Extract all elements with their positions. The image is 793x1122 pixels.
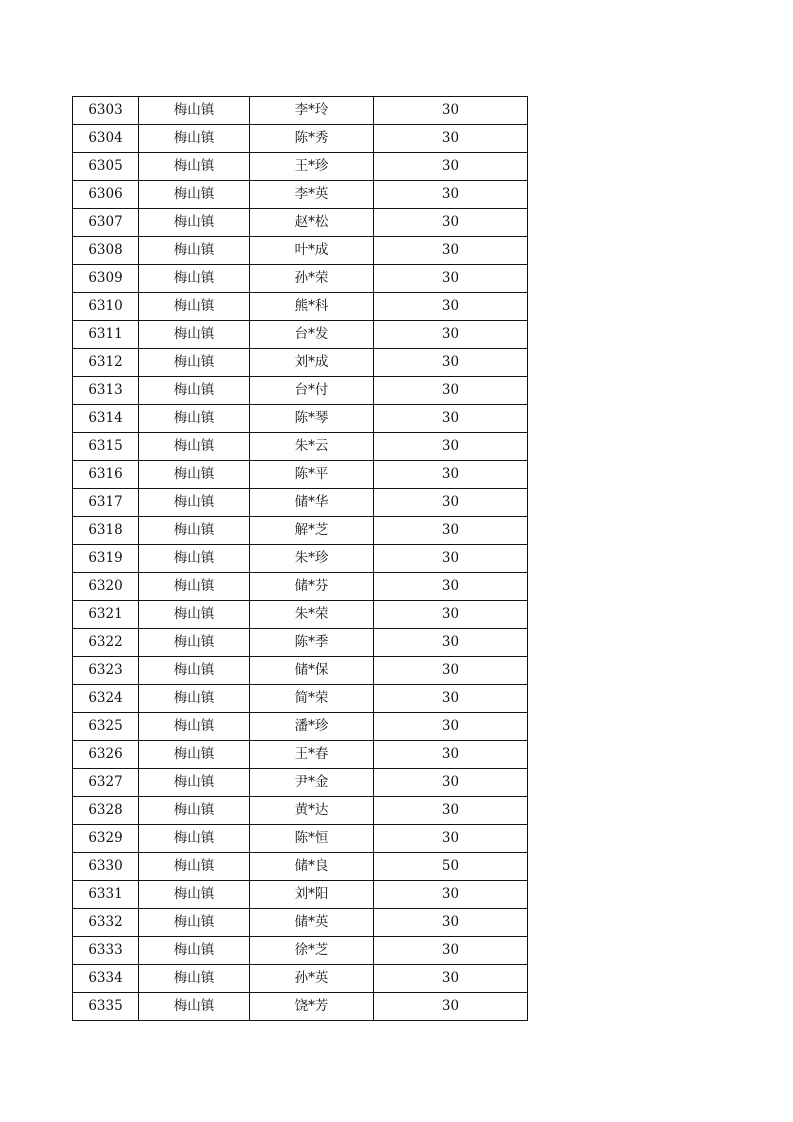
town-cell: 梅山镇 xyxy=(139,937,250,965)
table-row xyxy=(73,97,528,125)
row-number-cell: 6323 xyxy=(73,657,139,685)
name-cell: 李*玲 xyxy=(250,97,374,125)
name-cell: 陈*秀 xyxy=(250,125,374,153)
amount-cell: 30 xyxy=(374,461,528,489)
amount-cell: 30 xyxy=(374,237,528,265)
town-cell: 梅山镇 xyxy=(139,797,250,825)
name-cell: 储*保 xyxy=(250,657,374,685)
name-cell: 朱*荣 xyxy=(250,601,374,629)
row-number-cell: 6317 xyxy=(73,489,139,517)
town-cell: 梅山镇 xyxy=(139,265,250,293)
amount-cell: 30 xyxy=(374,713,528,741)
town-cell: 梅山镇 xyxy=(139,573,250,601)
amount-cell: 30 xyxy=(374,685,528,713)
town-cell: 梅山镇 xyxy=(139,713,250,741)
town-cell: 梅山镇 xyxy=(139,181,250,209)
row-number-cell: 6328 xyxy=(73,797,139,825)
row-number-cell: 6326 xyxy=(73,741,139,769)
town-cell: 梅山镇 xyxy=(139,489,250,517)
table-row xyxy=(73,349,528,377)
table-row xyxy=(73,825,528,853)
table-row xyxy=(73,265,528,293)
table-row xyxy=(73,685,528,713)
amount-cell: 30 xyxy=(374,97,528,125)
amount-cell: 30 xyxy=(374,433,528,461)
table-row xyxy=(73,853,528,881)
amount-cell: 30 xyxy=(374,965,528,993)
amount-cell: 30 xyxy=(374,209,528,237)
amount-cell: 30 xyxy=(374,377,528,405)
town-cell: 梅山镇 xyxy=(139,769,250,797)
name-cell: 刘*阳 xyxy=(250,881,374,909)
amount-cell: 30 xyxy=(374,153,528,181)
town-cell: 梅山镇 xyxy=(139,545,250,573)
row-number-cell: 6308 xyxy=(73,237,139,265)
amount-cell: 30 xyxy=(374,657,528,685)
table-row xyxy=(73,909,528,937)
name-cell: 尹*金 xyxy=(250,769,374,797)
name-cell: 陈*恒 xyxy=(250,825,374,853)
row-number-cell: 6307 xyxy=(73,209,139,237)
town-cell: 梅山镇 xyxy=(139,629,250,657)
name-cell: 徐*芝 xyxy=(250,937,374,965)
name-cell: 刘*成 xyxy=(250,349,374,377)
table-row xyxy=(73,741,528,769)
row-number-cell: 6315 xyxy=(73,433,139,461)
name-cell: 王*春 xyxy=(250,741,374,769)
table-row xyxy=(73,601,528,629)
amount-cell: 30 xyxy=(374,993,528,1021)
amount-cell: 30 xyxy=(374,405,528,433)
row-number-cell: 6324 xyxy=(73,685,139,713)
row-number-cell: 6312 xyxy=(73,349,139,377)
table-row xyxy=(73,461,528,489)
table-row xyxy=(73,713,528,741)
table-row xyxy=(73,209,528,237)
row-number-cell: 6316 xyxy=(73,461,139,489)
row-number-cell: 6334 xyxy=(73,965,139,993)
table-row xyxy=(73,377,528,405)
name-cell: 储*良 xyxy=(250,853,374,881)
row-number-cell: 6310 xyxy=(73,293,139,321)
row-number-cell: 6333 xyxy=(73,937,139,965)
table-row xyxy=(73,797,528,825)
amount-cell: 30 xyxy=(374,265,528,293)
amount-cell: 30 xyxy=(374,321,528,349)
name-cell: 熊*科 xyxy=(250,293,374,321)
town-cell: 梅山镇 xyxy=(139,993,250,1021)
amount-cell: 30 xyxy=(374,517,528,545)
row-number-cell: 6329 xyxy=(73,825,139,853)
name-cell: 孙*荣 xyxy=(250,265,374,293)
row-number-cell: 6313 xyxy=(73,377,139,405)
row-number-cell: 6319 xyxy=(73,545,139,573)
row-number-cell: 6311 xyxy=(73,321,139,349)
table-row xyxy=(73,881,528,909)
name-cell: 陈*季 xyxy=(250,629,374,657)
table-row xyxy=(73,965,528,993)
table-row xyxy=(73,153,528,181)
amount-cell: 30 xyxy=(374,293,528,321)
table-row xyxy=(73,573,528,601)
name-cell: 王*珍 xyxy=(250,153,374,181)
town-cell: 梅山镇 xyxy=(139,321,250,349)
table-row xyxy=(73,545,528,573)
town-cell: 梅山镇 xyxy=(139,601,250,629)
table-row xyxy=(73,629,528,657)
table-row xyxy=(73,937,528,965)
name-cell: 赵*松 xyxy=(250,209,374,237)
town-cell: 梅山镇 xyxy=(139,209,250,237)
name-cell: 孙*英 xyxy=(250,965,374,993)
town-cell: 梅山镇 xyxy=(139,461,250,489)
row-number-cell: 6335 xyxy=(73,993,139,1021)
name-cell: 朱*珍 xyxy=(250,545,374,573)
row-number-cell: 6332 xyxy=(73,909,139,937)
amount-cell: 30 xyxy=(374,573,528,601)
town-cell: 梅山镇 xyxy=(139,97,250,125)
row-number-cell: 6318 xyxy=(73,517,139,545)
amount-cell: 30 xyxy=(374,797,528,825)
name-cell: 台*发 xyxy=(250,321,374,349)
row-number-cell: 6321 xyxy=(73,601,139,629)
table-row xyxy=(73,293,528,321)
table-row xyxy=(73,405,528,433)
name-cell: 储*芬 xyxy=(250,573,374,601)
row-number-cell: 6320 xyxy=(73,573,139,601)
name-cell: 黄*达 xyxy=(250,797,374,825)
amount-cell: 30 xyxy=(374,909,528,937)
row-number-cell: 6306 xyxy=(73,181,139,209)
table-row xyxy=(73,657,528,685)
town-cell: 梅山镇 xyxy=(139,881,250,909)
name-cell: 储*英 xyxy=(250,909,374,937)
data-table xyxy=(72,96,528,1021)
amount-cell: 30 xyxy=(374,125,528,153)
amount-cell: 30 xyxy=(374,629,528,657)
town-cell: 梅山镇 xyxy=(139,293,250,321)
amount-cell: 30 xyxy=(374,601,528,629)
name-cell: 陈*琴 xyxy=(250,405,374,433)
amount-cell: 30 xyxy=(374,181,528,209)
town-cell: 梅山镇 xyxy=(139,349,250,377)
name-cell: 简*荣 xyxy=(250,685,374,713)
town-cell: 梅山镇 xyxy=(139,237,250,265)
amount-cell: 30 xyxy=(374,349,528,377)
row-number-cell: 6314 xyxy=(73,405,139,433)
name-cell: 储*华 xyxy=(250,489,374,517)
town-cell: 梅山镇 xyxy=(139,433,250,461)
town-cell: 梅山镇 xyxy=(139,853,250,881)
table-row xyxy=(73,237,528,265)
row-number-cell: 6309 xyxy=(73,265,139,293)
town-cell: 梅山镇 xyxy=(139,153,250,181)
name-cell: 陈*平 xyxy=(250,461,374,489)
name-cell: 饶*芳 xyxy=(250,993,374,1021)
town-cell: 梅山镇 xyxy=(139,909,250,937)
table-row xyxy=(73,321,528,349)
table-row xyxy=(73,993,528,1021)
table-row xyxy=(73,517,528,545)
town-cell: 梅山镇 xyxy=(139,125,250,153)
amount-cell: 30 xyxy=(374,825,528,853)
name-cell: 李*英 xyxy=(250,181,374,209)
table-row xyxy=(73,769,528,797)
row-number-cell: 6327 xyxy=(73,769,139,797)
name-cell: 朱*云 xyxy=(250,433,374,461)
town-cell: 梅山镇 xyxy=(139,657,250,685)
town-cell: 梅山镇 xyxy=(139,517,250,545)
row-number-cell: 6331 xyxy=(73,881,139,909)
row-number-cell: 6305 xyxy=(73,153,139,181)
table-row xyxy=(73,181,528,209)
town-cell: 梅山镇 xyxy=(139,965,250,993)
table-row xyxy=(73,125,528,153)
row-number-cell: 6303 xyxy=(73,97,139,125)
row-number-cell: 6330 xyxy=(73,853,139,881)
town-cell: 梅山镇 xyxy=(139,377,250,405)
amount-cell: 30 xyxy=(374,489,528,517)
amount-cell: 30 xyxy=(374,881,528,909)
town-cell: 梅山镇 xyxy=(139,741,250,769)
town-cell: 梅山镇 xyxy=(139,825,250,853)
amount-cell: 30 xyxy=(374,937,528,965)
town-cell: 梅山镇 xyxy=(139,685,250,713)
row-number-cell: 6304 xyxy=(73,125,139,153)
amount-cell: 30 xyxy=(374,545,528,573)
town-cell: 梅山镇 xyxy=(139,405,250,433)
amount-cell: 50 xyxy=(374,853,528,881)
table-row xyxy=(73,433,528,461)
name-cell: 解*芝 xyxy=(250,517,374,545)
amount-cell: 30 xyxy=(374,769,528,797)
name-cell: 台*付 xyxy=(250,377,374,405)
table-row xyxy=(73,489,528,517)
row-number-cell: 6322 xyxy=(73,629,139,657)
amount-cell: 30 xyxy=(374,741,528,769)
table-body xyxy=(73,97,528,1021)
row-number-cell: 6325 xyxy=(73,713,139,741)
name-cell: 叶*成 xyxy=(250,237,374,265)
name-cell: 潘*珍 xyxy=(250,713,374,741)
